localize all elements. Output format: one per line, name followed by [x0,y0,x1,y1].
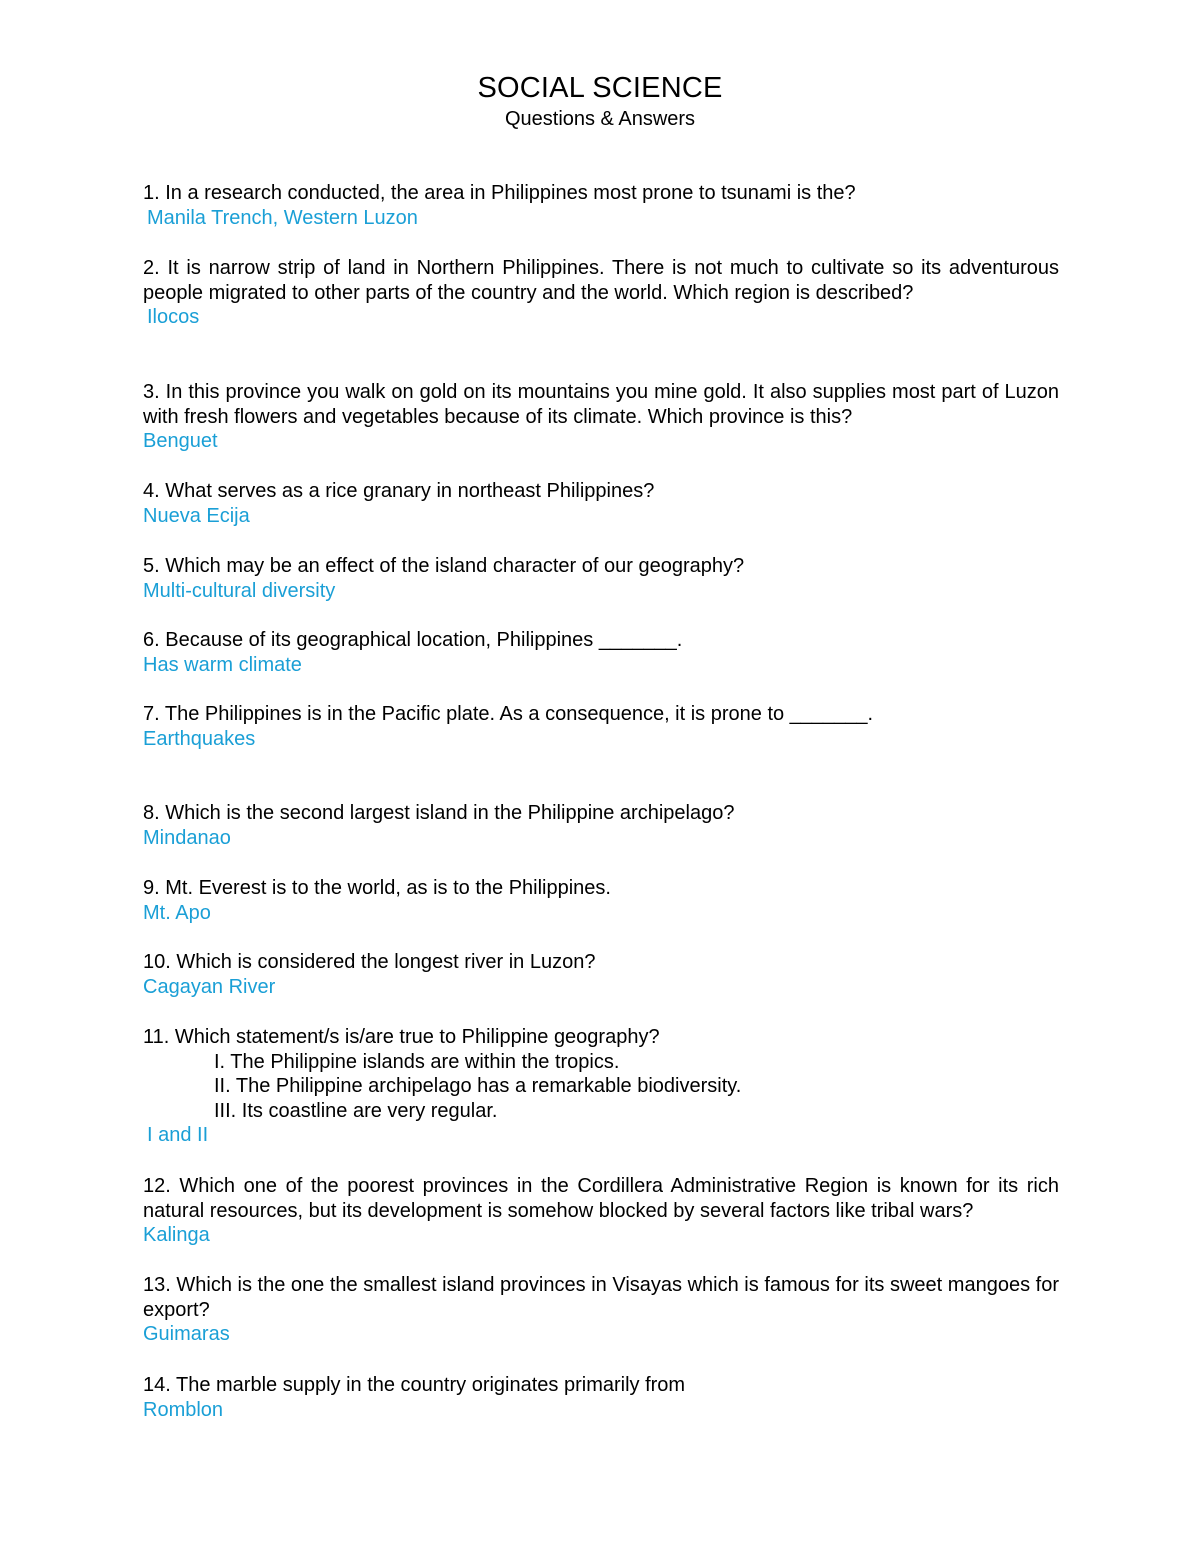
answer-text: Benguet [143,430,218,452]
answer-text: Nueva Ecija [143,504,250,527]
answer-text: Multi-cultural diversity [143,579,336,602]
question-block-7 [143,702,1059,751]
question-block-1 [143,181,1059,230]
answer-text: Ilocos [147,306,200,328]
question-block-13 [143,1273,1059,1347]
question-block-6 [143,628,1059,677]
question-block-14 [143,1373,1059,1422]
question-text: 8. Which is the second largest island in the Philippine archipelago? [143,802,735,824]
question-block-9 [143,876,1059,925]
question-text: 12. Which one of the poorest provinces in the Cordillera Administrative Region is known for its rich natural resources, but its development is somehow blocked by several factors like tribal wars? [143,1175,1059,1222]
question-text: 4. What serves as a rice granary in northeast Philippines? [143,480,655,502]
statement-item: III. Its coastline are very regular. [214,1099,498,1122]
answer-text: Kalinga [143,1224,210,1246]
answer-text: Has warm climate [143,653,302,676]
answer-text: Mt. Apo [143,901,211,924]
answer-text: Mindanao [143,826,231,849]
question-text: 10. Which is considered the longest river in Luzon? [143,951,596,973]
question-block-8 [143,801,1059,850]
statement-item: I. The Philippine islands are within the tropics. [214,1050,620,1073]
question-text: 11. Which statement/s is/are true to Philippine geography? [143,1026,660,1048]
question-text: 7. The Philippines is in the Pacific plate. As a consequence, it is prone to _______. [143,703,874,725]
question-block-10 [143,950,1059,999]
question-block-5 [143,554,1059,603]
answer-text: I and II [147,1124,209,1146]
question-text: 13. Which is the one the smallest island provinces in Visayas which is famous for its sweet mangoes for export? [143,1274,1059,1321]
answer-text: Manila Trench, Western Luzon [147,206,418,229]
question-text: 5. Which may be an effect of the island character of our geography? [143,555,745,577]
answer-text: Earthquakes [143,727,256,750]
question-block-2 [143,256,1059,330]
question-text: 2. It is narrow strip of land in Northern Philippines. There is not much to cultivate so its adventurous people migrated to other parts of the country and the world. Which region is described? [143,257,1059,304]
question-block-11 [143,1025,1059,1148]
question-block-4 [143,479,1059,528]
answer-text: Romblon [143,1398,224,1421]
question-block-12 [143,1174,1059,1248]
question-text: 9. Mt. Everest is to the world, as is to the Philippines. [143,877,611,899]
answer-text: Cagayan River [143,975,276,998]
answer-text: Guimaras [143,1323,230,1345]
question-block-3 [143,380,1059,454]
document-subtitle: Questions & Answers [504,108,696,130]
statement-item: II. The Philippine archipelago has a remarkable biodiversity. [214,1075,742,1097]
question-text: 3. In this province you walk on gold on its mountains you mine gold. It also supplies most part of Luzon with fresh flowers and vegetables because of its climate. Which province is this? [143,381,1059,428]
question-text: 1. In a research conducted, the area in Philippines most prone to tsunami is the? [143,182,856,204]
document-title: SOCIAL SCIENCE [477,72,723,104]
question-text: 14. The marble supply in the country originates primarily from [143,1374,686,1396]
question-text: 6. Because of its geographical location, Philippines _______. [143,629,683,651]
